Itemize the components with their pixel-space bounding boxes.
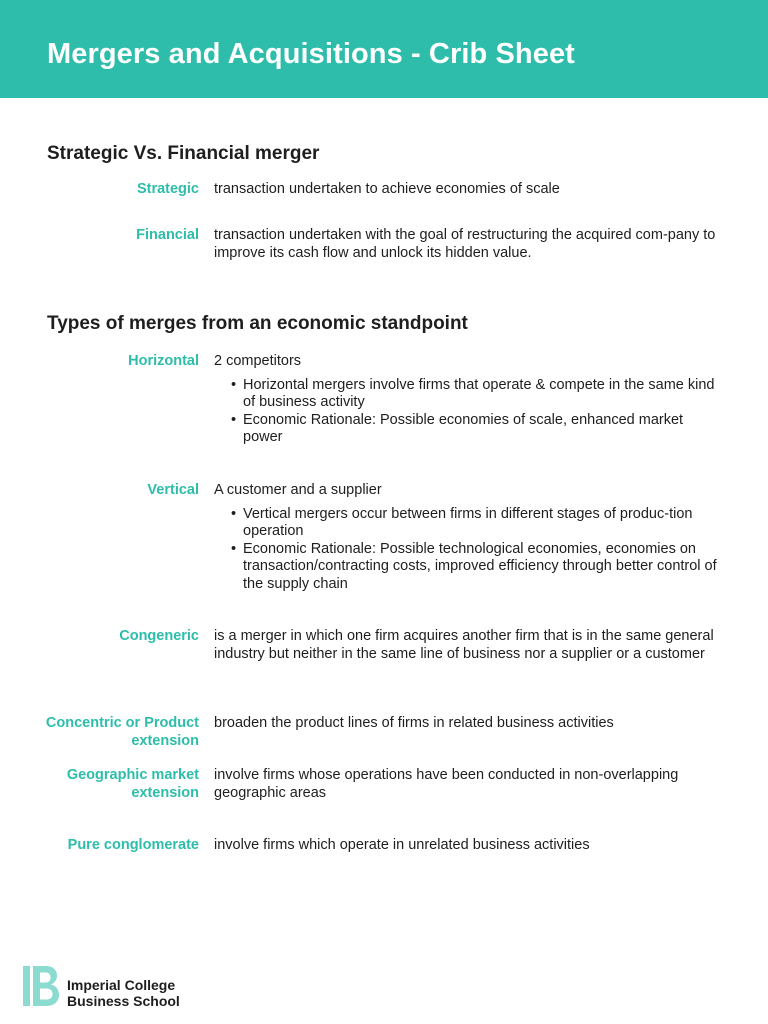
description-congeneric: is a merger in which one firm acquires another firm that is in the same general industry but neither in the same line of business nor a supplier or a customer xyxy=(214,628,714,662)
description-concentric: broaden the product lines of firms in related business activities xyxy=(214,715,614,731)
description-vertical-summary: A customer and a supplier xyxy=(214,482,382,498)
term-congeneric: Congeneric xyxy=(119,628,199,644)
logo-line-2: Business School xyxy=(67,993,180,1009)
description-horizontal xyxy=(214,353,724,447)
description-strategic: transaction undertaken to achieve economies of scale xyxy=(214,181,560,197)
bullet-item: • Horizontal mergers involve firms that operate & compete in the same kind of business activity xyxy=(214,377,724,412)
term-pure-conglomerate: Pure conglomerate xyxy=(67,837,199,853)
term-horizontal: Horizontal xyxy=(128,353,199,369)
term-geographic: Geographic market extension xyxy=(66,767,199,801)
page-title: Mergers and Acquisitions - Crib Sheet xyxy=(47,38,575,70)
description-financial: transaction undertaken with the goal of restructuring the acquired com-pany to improve its cash flow and unlock its hidden value. xyxy=(214,227,716,261)
bullet-item: • Economic Rationale: Possible economies of scale, enhanced market power xyxy=(214,412,724,447)
term-strategic: Strategic xyxy=(136,181,199,197)
bullet-item: • Vertical mergers occur between firms in different stages of produc-tion operation xyxy=(214,506,724,541)
description-horizontal-summary: 2 competitors xyxy=(214,353,302,369)
section-heading-strategic-vs-financial: Strategic Vs. Financial merger xyxy=(47,143,320,164)
logo-wordmark xyxy=(67,977,180,1009)
imperial-ib-logo-icon xyxy=(22,964,62,1008)
section-heading-types-of-merges: Types of merges from an economic standpoint xyxy=(47,313,468,334)
term-vertical: Vertical xyxy=(147,482,199,498)
bullet-list-horizontal xyxy=(214,377,724,447)
description-pure-conglomerate: involve firms which operate in unrelated business activities xyxy=(214,837,590,853)
description-geographic: involve firms whose operations have been conducted in non-overlapping geographic areas xyxy=(214,767,679,801)
description-vertical xyxy=(214,482,724,593)
header-banner xyxy=(0,0,768,98)
bullet-item: • Economic Rationale: Possible technological economies, economies on transaction/contracting costs, improved efficiency through better control of the supply chain xyxy=(214,541,724,594)
bullet-list-vertical xyxy=(214,506,724,594)
term-concentric: Concentric or Product extension xyxy=(45,715,199,749)
term-financial: Financial xyxy=(136,227,199,243)
logo-line-1: Imperial College xyxy=(67,977,176,993)
imperial-college-logo xyxy=(22,964,222,1010)
